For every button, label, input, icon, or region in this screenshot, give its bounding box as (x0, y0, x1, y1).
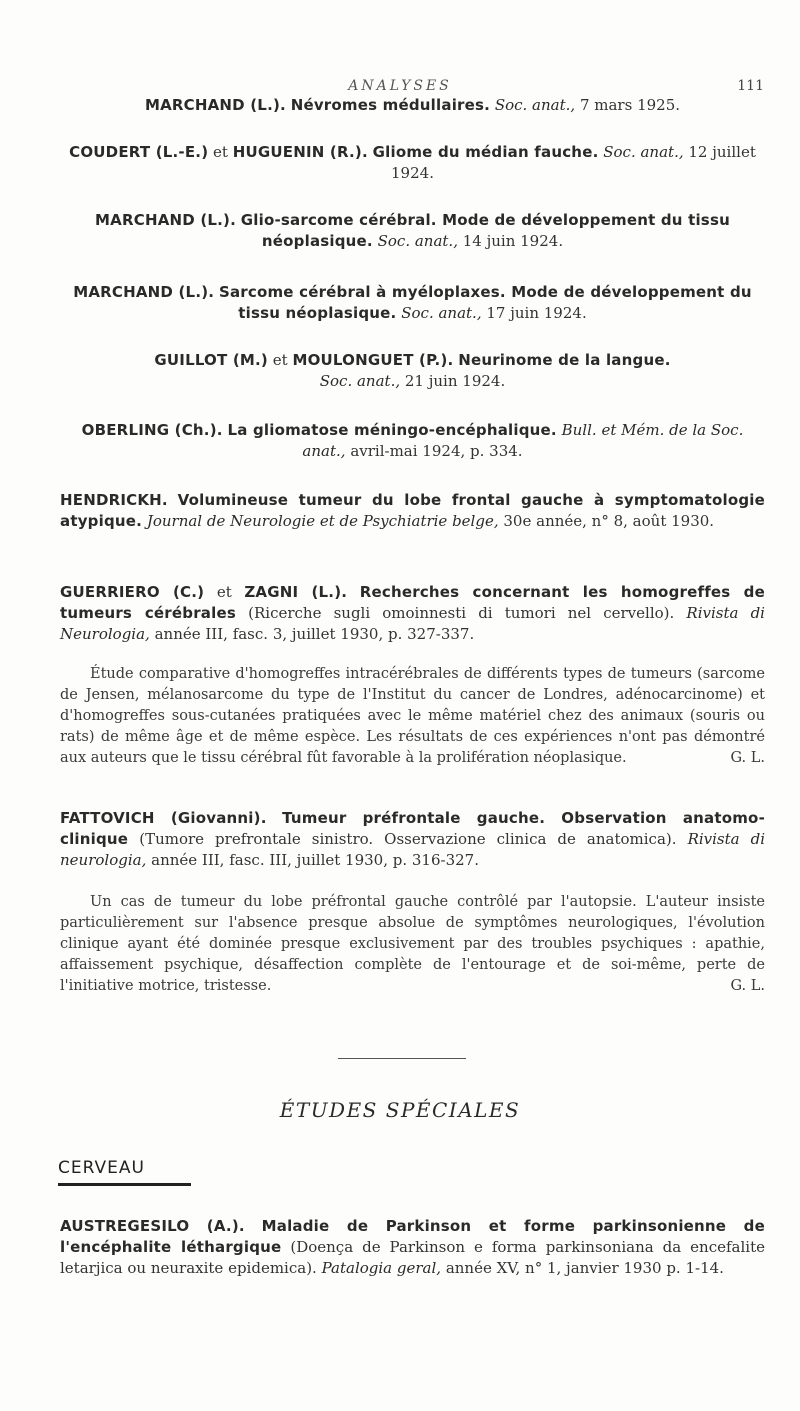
entry-title: Gliome du médian fauche. (372, 143, 599, 161)
entry-original-title: (Ricerche sugli omoinnesti di tumori nel cervello). (248, 604, 675, 622)
entry-details: année XV, n° 1, janvier 1930 p. 1-14. (445, 1259, 724, 1277)
bibliography-entry (60, 490, 765, 532)
entry-title: Névromes médullaires. (290, 96, 491, 114)
entry-details: 12 juillet 1924. (391, 143, 756, 182)
entry-journal: Soc. anat., (319, 372, 401, 390)
entry-journal: Bull. et Mém. de la Soc. anat., (302, 421, 744, 460)
abstract-text: Étude comparative d'homogreffes intracérébrales de différents types de tumeurs (sarcome de Jensen, mélanosarcome du type de l'Institut du cancer de Londres, adénocarcinome) et d'homogreffes sous-cutanées pratiquées avec le même matériel chez des animaux (souris ou rats) de même âge et de même espèce. Les résultats de ces expériences n'ont pas démontré aux auteurs que le tissu cérébral fût favorable à la prolifération néoplasique. (60, 666, 765, 766)
abstract-text: Un cas de tumeur du lobe préfrontal gauche contrôlé par l'autopsie. L'auteur insiste particulièrement sur l'absence presque absolue de symptômes neurologiques, l'évolution clinique ayant été dominée presque exclusivement par des troubles psychiques : apathie, affaissement psychique, désaffection complète de l'entourage et de soi-même, perte de l'initiative motrice, tristesse. (60, 894, 765, 994)
running-title: ANALYSES (348, 78, 452, 94)
section-title: ÉTUDES SPÉCIALES (279, 1098, 521, 1122)
entry-authors: HENDRICKH. (60, 491, 168, 509)
entry-details: 21 juin 1924. (404, 372, 506, 390)
entry-authors: GUILLOT (M.) (154, 351, 268, 369)
entry-conjunction: et (272, 351, 288, 369)
entry-title: Neurinome de la langue. (458, 351, 671, 369)
entry-abstract (60, 664, 765, 769)
subsection-underline (58, 1183, 191, 1186)
entry-authors: OBERLING (Ch.). (81, 421, 223, 439)
section-divider (338, 1058, 466, 1059)
bibliography-entry (60, 282, 765, 324)
entry-journal: Patalogia geral, (321, 1259, 442, 1277)
entry-abstract (60, 892, 765, 997)
entry-details: 30e année, n° 8, août 1930. (503, 512, 715, 530)
entry-title: La gliomatose méningo-encéphalique. (227, 421, 557, 439)
entry-title: Sarcome cérébral à myéloplaxes. Mode de développement du tissu néoplasique. (218, 283, 752, 322)
bibliography-entry (60, 95, 765, 116)
bibliography-entry (60, 210, 765, 252)
entry-title: Maladie de Parkinson et forme parkinsonienne de l'encéphalite léthargique (60, 1217, 765, 1256)
entry-original-title: (Doença de Parkinson e forma parkinsoniana da encefalite letarjica ou neuraxite epidemica). (60, 1238, 765, 1277)
entry-authors-2: HUGUENIN (R.). (232, 143, 368, 161)
entry-authors: AUSTREGESILO (A.). (60, 1217, 245, 1235)
entry-details: année III, fasc. 3, juillet 1930, p. 327-337. (154, 625, 475, 643)
abstract-signature: G. L. (730, 978, 765, 994)
bibliography-entry (60, 1216, 765, 1279)
bibliography-entry (60, 420, 765, 462)
entry-details: année III, fasc. III, juillet 1930, p. 316-327. (151, 851, 479, 869)
page-number: 111 (737, 78, 764, 94)
entry-details: 7 mars 1925. (579, 96, 681, 114)
bibliography-entry (60, 142, 765, 184)
entry-conjunction: et (216, 583, 232, 601)
bibliography-entry (60, 808, 765, 871)
entry-journal: Soc. anat., (494, 96, 576, 114)
entry-journal: Soc. anat., (603, 143, 684, 161)
entry-journal: Soc. anat., (401, 304, 482, 322)
entry-journal: Rivista di neurologia, (60, 830, 766, 869)
entry-authors: MARCHAND (L.). (95, 211, 236, 229)
entry-authors-2: MOULONGUET (P.). (292, 351, 454, 369)
entry-details: 17 juin 1924. (486, 304, 587, 322)
entry-title: Recherches concernant les homogreffes de tumeurs cérébrales (60, 583, 765, 622)
entry-title: Tumeur préfrontale gauche. Observation anatomo-clinique (60, 809, 765, 848)
entry-title: Volumineuse tumeur du lobe frontal gauche à symptomatologie atypique. (60, 491, 765, 530)
entry-conjunction: et (213, 143, 228, 161)
entry-journal: Journal de Neurologie et de Psychiatrie belge, (146, 512, 499, 530)
entry-details: avril-mai 1924, p. 334. (350, 442, 523, 460)
abstract-signature: G. L. (730, 750, 765, 766)
bibliography-entry (60, 582, 765, 645)
entry-authors: COUDERT (L.-E.) (69, 143, 209, 161)
entry-journal: Rivista di Neurologia, (60, 604, 765, 643)
subsection-title: CERVEAU (58, 1158, 145, 1178)
entry-authors: FATTOVICH (Giovanni). (60, 809, 267, 827)
entry-authors-2: ZAGNI (L.). (244, 583, 348, 601)
entry-original-title: (Tumore prefrontale sinistro. Osservazione clinica de anatomica). (139, 830, 677, 848)
entry-authors: GUERRIERO (C.) (60, 583, 205, 601)
bibliography-entry (60, 350, 765, 392)
entry-authors: MARCHAND (L.). (144, 96, 286, 114)
entry-details: 14 juin 1924. (462, 232, 564, 250)
entry-journal: Soc. anat., (377, 232, 458, 250)
entry-authors: MARCHAND (L.). (73, 283, 215, 301)
entry-title: Glio-sarcome cérébral. Mode de développement du tissu néoplasique. (240, 211, 730, 250)
